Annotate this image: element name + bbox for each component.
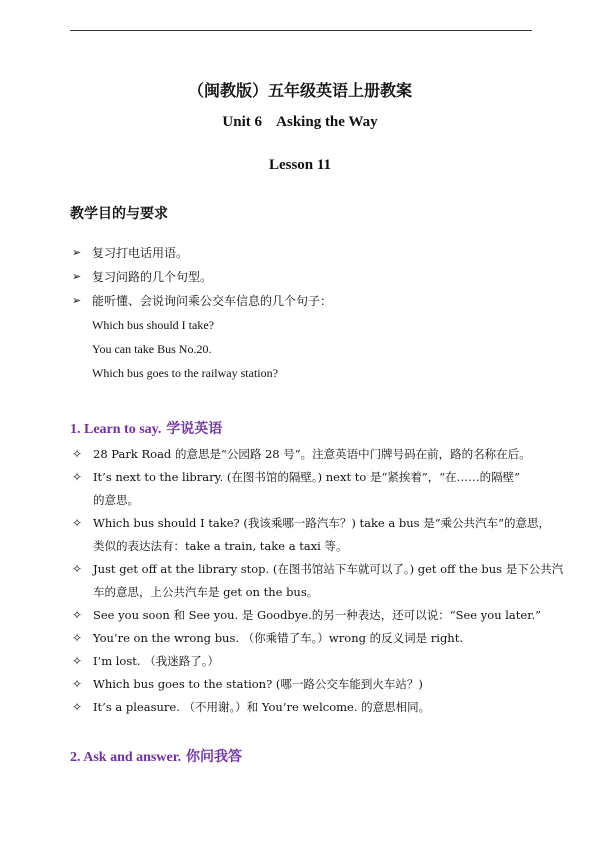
section-2-heading — [70, 746, 242, 766]
item-line: It’s a pleasure. （不用谢。）和 You’re welcome. 的意思相同。 — [93, 700, 431, 714]
diamond-bullet-icon: ✧ — [72, 470, 83, 484]
list-item — [72, 241, 332, 265]
section-2-title-cn: 你问我答 — [186, 749, 243, 765]
diamond-bullet-icon: ✧ — [72, 700, 83, 714]
list-item — [72, 289, 332, 313]
list-item — [72, 466, 534, 512]
item-line: 车的意思，上公共汽车是 get on the bus。 — [93, 585, 319, 599]
document-title: （闽教版）五年级英语上册教案 — [187, 81, 412, 100]
list-item — [72, 627, 534, 650]
item-line: Just get off at the library stop. (在图书馆站下车就可以了。) get off the bus 是下公共汽 — [93, 562, 564, 576]
objective-text: 能听懂、会说询问乘公交车信息的几个句子： — [92, 294, 333, 308]
item-line: You’re on the wrong bus. （你乘错了车。）wrong 的反义词是 right. — [93, 631, 463, 645]
lesson-title: Lesson 11 — [268, 157, 332, 173]
item-line: Which bus goes to the station? (哪一路公交车能到火车站？) — [93, 677, 423, 691]
list-item — [72, 558, 564, 604]
list-item — [72, 673, 534, 696]
list-item — [72, 696, 534, 719]
objective-text: 复习打电话用语。 — [92, 246, 189, 260]
section-1-title-en: 1. Learn to say. — [70, 422, 162, 437]
example-sentence: Which bus should I take? — [92, 318, 214, 332]
diamond-bullet-icon: ✧ — [72, 608, 83, 622]
diamond-bullet-icon: ✧ — [72, 447, 83, 461]
section-1-items — [72, 443, 564, 719]
section-1-title-cn: 学说英语 — [166, 421, 223, 437]
item-line: See you soon 和 See you. 是 Goodbye.的另一种表达，还可以说：“See you later.” — [93, 608, 541, 622]
diamond-bullet-icon: ✧ — [72, 516, 83, 530]
item-line: 类似的表达法有：take a train, take a taxi 等。 — [93, 539, 348, 553]
objectives-list — [72, 241, 332, 385]
list-item — [72, 443, 534, 466]
list-item — [72, 265, 332, 289]
item-line: 的意思。 — [93, 493, 139, 507]
diamond-bullet-icon: ✧ — [72, 677, 83, 691]
header-rule — [70, 30, 532, 31]
section-2-title-en: 2. Ask and answer. — [70, 750, 182, 765]
arrow-bullet-icon: ➢ — [72, 270, 82, 283]
unit-title: Unit 6 Asking the Way — [222, 114, 378, 130]
diamond-bullet-icon: ✧ — [72, 654, 83, 668]
objectives-heading: 教学目的与要求 — [70, 206, 168, 222]
section-1-heading — [70, 418, 222, 438]
objective-text: 复习问路的几个句型。 — [92, 270, 213, 284]
list-item — [72, 604, 541, 627]
diamond-bullet-icon: ✧ — [72, 562, 83, 576]
list-item — [72, 650, 534, 673]
item-line: 28 Park Road 的意思是“公园路 28 号”。注意英语中门牌号码在前，路的名称在后。 — [93, 447, 531, 461]
arrow-bullet-icon: ➢ — [72, 246, 82, 259]
diamond-bullet-icon: ✧ — [72, 631, 83, 645]
list-item — [72, 512, 550, 558]
item-line: It’s next to the library. (在图书馆的隔壁。) next to 是“紧挨着”，“在……的隔壁” — [93, 470, 520, 484]
arrow-bullet-icon: ➢ — [72, 294, 82, 307]
item-line: Which bus should I take? (我该乘哪一路汽车？) take a bus 是“乘公共汽车”的意思， — [93, 516, 550, 530]
item-line: I’m lost. （我迷路了。） — [93, 654, 219, 668]
example-sentence: Which bus goes to the railway station? — [92, 366, 278, 380]
example-sentence: You can take Bus No.20. — [92, 342, 212, 356]
